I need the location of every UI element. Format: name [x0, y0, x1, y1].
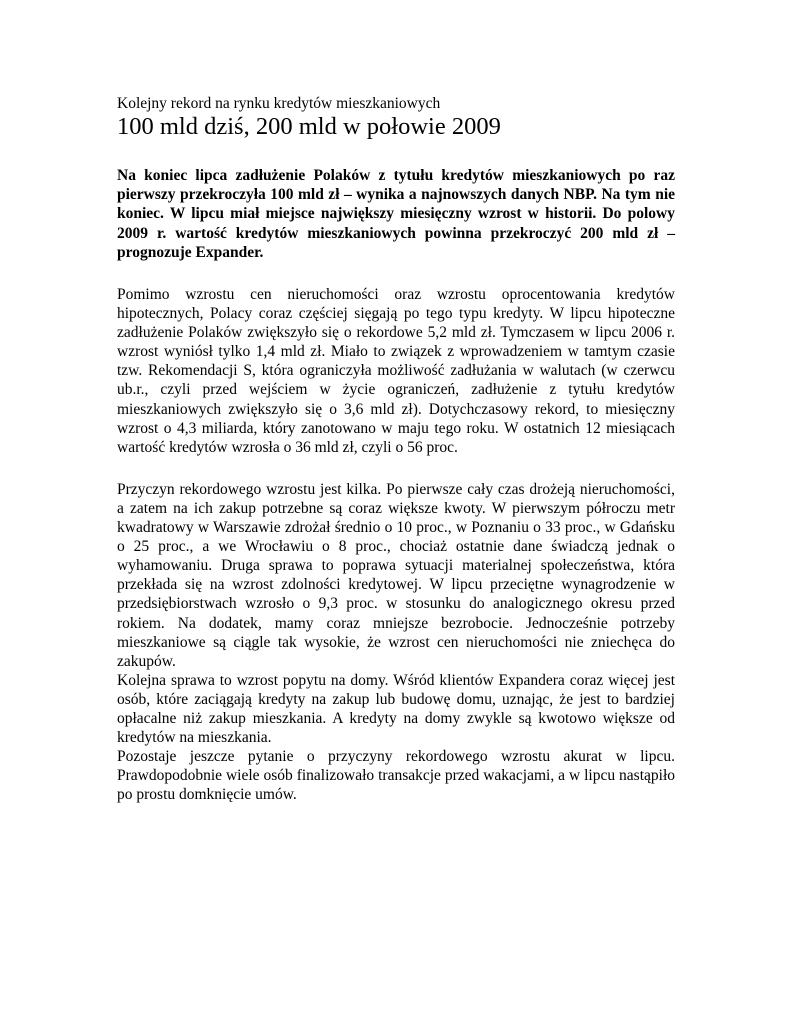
article-paragraph-1: Pomimo wzrostu cen nieruchomości oraz wzrostu oprocentowania kredytów hipotecznych, Polacy coraz częściej sięgają po tego typu kredyty. W lipcu hipoteczne zadłużenie Polaków zwiększyło się o rekordowe 5,2 mld zł. Tymczasem w lipcu 2006 r. wzrost wyniósł tylko 1,4 mld zł. Miało to związek z wprowadzeniem w tamtym czasie tzw. Rekomendacji S, która ograniczyła możliwość zadłużania w walutach (w czerwcu ub.r., czyli przed wejściem w życie ograniczeń, zadłużenie z tytułu kredytów mieszkaniowych zwiększyło się o 3,6 mld zł). Dotychczasowy rekord, to miesięczny wzrost o 4,3 miliarda, który zanotowano w maju tego roku. W ostatnich 12 miesiącach wartość kredytów wzrosła o 36 mld zł, czyli o 56 proc. — [117, 286, 675, 456]
article-paragraph-2: Przyczyn rekordowego wzrostu jest kilka. Po pierwsze cały czas drożeją nieruchomości, a zatem na ich zakup potrzebne są coraz większe kwoty. W pierwszym półroczu metr kwadratowy w Warszawie zdrożał średnio o 10 proc., w Poznaniu o 33 proc., w Gdańsku o 25 proc., a we Wrocławiu o 8 proc., chociaż ostatnie dane świadczą jednak o wyhamowaniu. Druga sprawa to poprawa sytuacji materialnej społeczeństwa, która przekłada się na wzrost zdolności kredytowej. W lipcu przeciętne wynagrodzenie w przedsiębiorstwach wzrosło o 9,3 proc. w stosunku do analogicznego okresu przed rokiem. Na dodatek, mamy coraz mniejsze bezrobocie. Jednocześnie potrzeby mieszkaniowe są ciągle tak wysokie, że wzrost cen nieruchomości nie zniechęca do zakupów. — [117, 480, 675, 670]
article-kicker: Kolejny rekord na rynku kredytów mieszkaniowych — [117, 95, 441, 112]
article-paragraph-3: Kolejna sprawa to wzrost popytu na domy. Wśród klientów Expandera coraz więcej jest osób, które zaciągają kredyty na zakup lub budowę domu, uznając, że jest to bardziej opłacalne niż zakup mieszkania. A kredyty na domy zwykle są kwotowo większe od kredytów na mieszkania. — [117, 671, 675, 747]
document-page — [117, 94, 675, 804]
article-lead: Na koniec lipca zadłużenie Polaków z tytułu kredytów mieszkaniowych po raz pierwszy przekroczyła 100 mld zł – wynika a najnowszych danych NBP. Na tym nie koniec. W lipcu miał miejsce największy miesięczny wzrost w historii. Do polowy 2009 r. wartość kredytów mieszkaniowych powinna przekroczyć 200 mld zł – prognozuje Expander. — [117, 167, 675, 261]
article-paragraph-4: Pozostaje jeszcze pytanie o przyczyny rekordowego wzrostu akurat w lipcu. Prawdopodobnie wiele osób finalizowało transakcje przed wakacjami, a w lipcu nastąpiło po prostu domknięcie umów. — [117, 748, 675, 804]
article-headline: 100 mld dziś, 200 mld w połowie 2009 — [117, 113, 501, 140]
